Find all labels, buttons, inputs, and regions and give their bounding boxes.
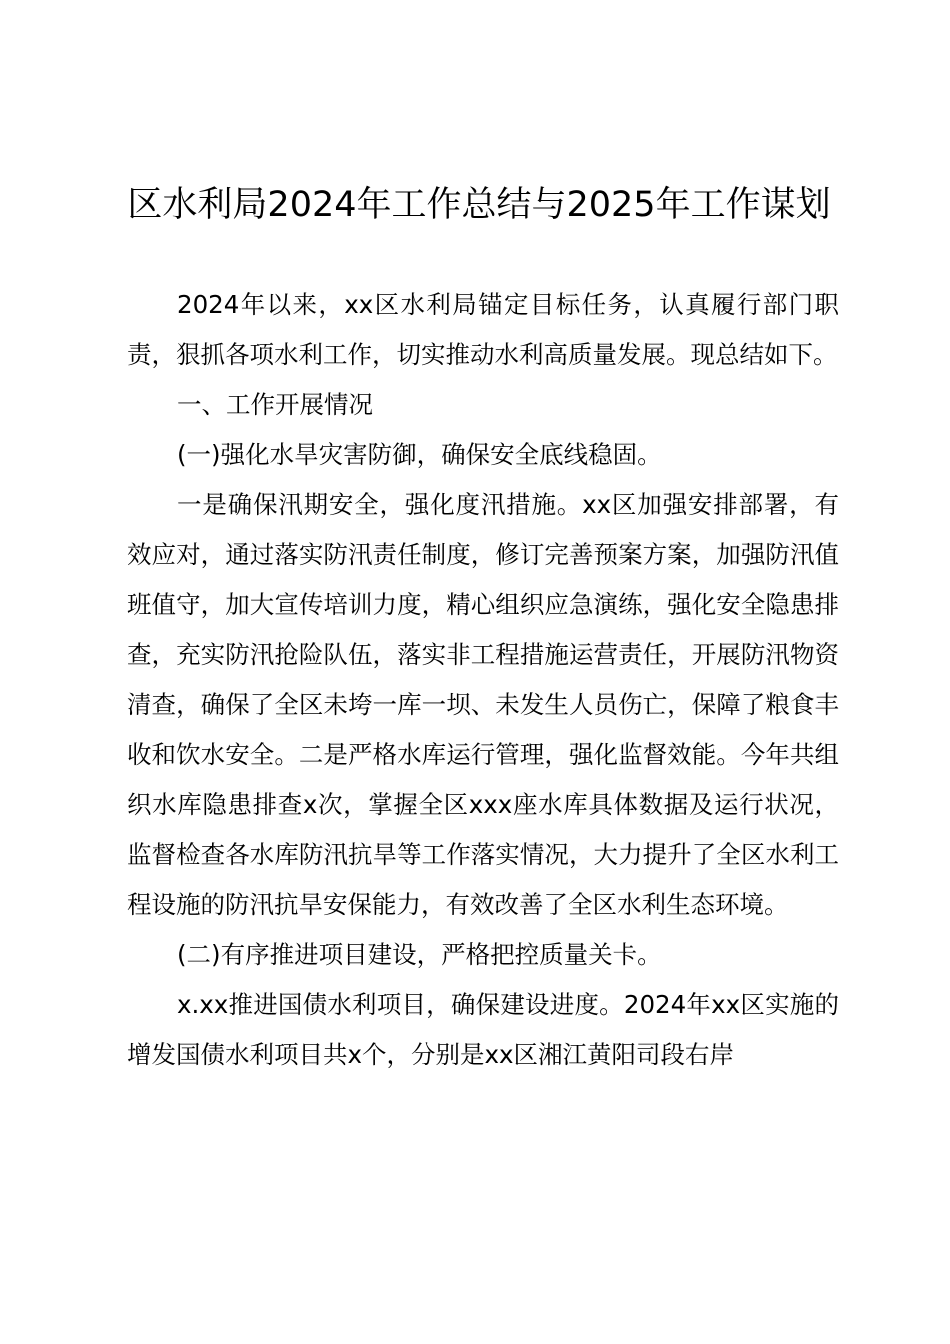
subsection-heading-1: (一)强化水旱灾害防御，确保安全底线稳固。 — [177, 440, 662, 469]
document-body — [127, 280, 839, 1080]
section-heading-1: 一、工作开展情况 — [177, 390, 373, 419]
subsection-heading-2: (二)有序推进项目建设，严格把控质量关卡。 — [177, 940, 662, 969]
paragraph-intro: 2024年以来，xx区水利局锚定目标任务，认真履行部门职责，狠抓各项水利工作，切实推动水利高质量发展。现总结如下。 — [127, 290, 839, 369]
paragraph-national-bond-projects: x.xx推进国债水利项目，确保建设进度。2024年xx区实施的增发国债水利项目共x个，分别是xx区湘江黄阳司段右岸 — [127, 990, 839, 1069]
paragraph-flood-prevention: 一是确保汛期安全，强化度汛措施。xx区加强安排部署，有效应对，通过落实防汛责任制度，修订完善预案方案，加强防汛值班值守，加大宣传培训力度，精心组织应急演练，强化安全隐患排查，充实防汛抢险队伍，落实非工程措施运营责任，开展防汛物资清查，确保了全区未垮一库一坝、未发生人员伤亡，保障了粮食丰收和饮水安全。二是严格水库运行管理，强化监督效能。今年共组织水库隐患排查x次，掌握全区xxx座水库具体数据及运行状况，监督检查各水库防汛抗旱等工作落实情况，大力提升了全区水利工程设施的防汛抗旱安保能力，有效改善了全区水利生态环境。 — [127, 490, 839, 919]
document-title: 区水利局2024年工作总结与2025年工作谋划 — [127, 185, 831, 225]
